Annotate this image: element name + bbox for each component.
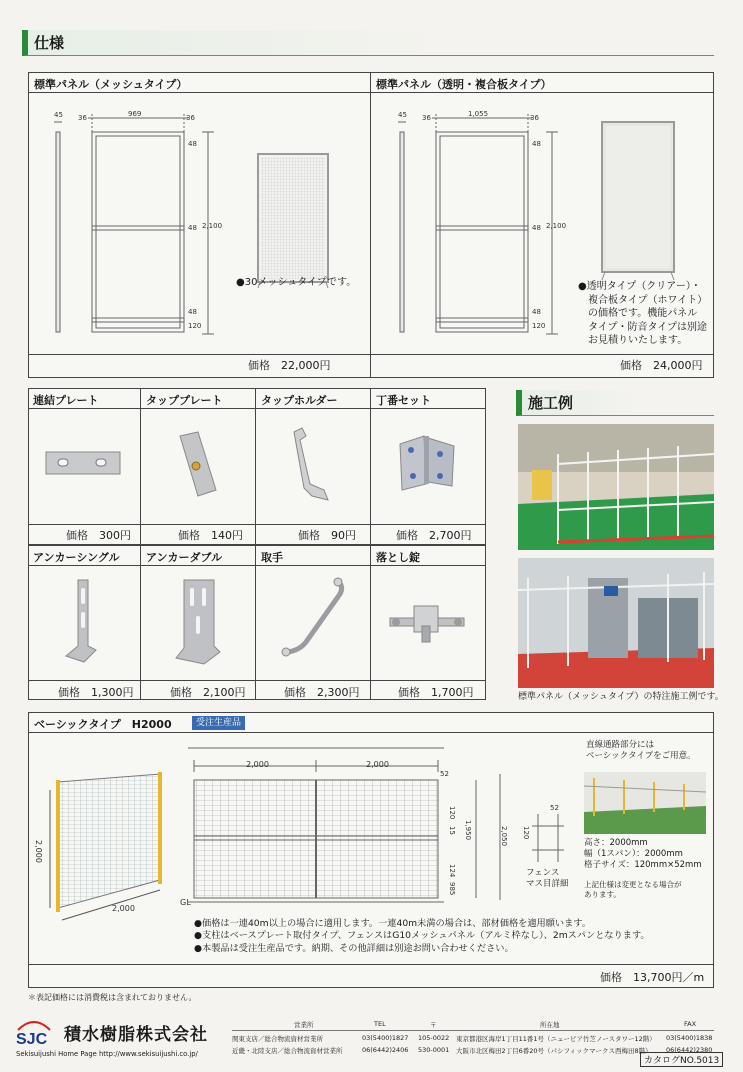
company-logo	[14, 1016, 54, 1046]
footer-row-0-office: 関東支店／総合物流資材営業所	[232, 1035, 323, 1043]
handle-image	[272, 572, 352, 664]
basic-price: 価格 13,700円／m	[600, 971, 705, 984]
part-price-6: 価格 2,300円	[284, 686, 360, 699]
part-price-1: 価格 140円	[178, 529, 243, 542]
example-header-text: 施工例	[528, 394, 574, 412]
part-title-4: アンカーシングル	[33, 551, 120, 564]
part-title-5: アンカーダブル	[146, 551, 223, 564]
part-title-7: 落とし錠	[376, 551, 420, 564]
anchor-double-image	[168, 576, 228, 668]
company-homepage: Sekisuijushi Home Page http://www.sekisuijushi.co.jp/	[16, 1050, 198, 1058]
basic-type-title: ベーシックタイプ H2000	[34, 718, 172, 731]
clear-panel-price: 価格 24,000円	[620, 359, 703, 372]
footer-row-1-office: 近畿・北陸支店／総合物流資材営業所	[232, 1047, 343, 1055]
anchor-single-image	[62, 576, 102, 666]
example-caption: 標準パネル（メッシュタイプ）の特注施工例です。	[518, 692, 724, 702]
part-title-3: 丁番セット	[376, 394, 431, 407]
part-price-3: 価格 2,700円	[396, 529, 472, 542]
part-title-6: 取手	[261, 551, 283, 564]
company-logo-text: SJC	[16, 1031, 48, 1046]
tax-note: ＊表記価格には消費税は含まれておりません。	[28, 993, 197, 1002]
mesh-detail-drawing	[530, 808, 570, 864]
part-price-2: 価格 90円	[298, 529, 356, 542]
example-header	[516, 390, 714, 416]
tap-holder-image	[284, 424, 344, 508]
made-to-order-badge: 受注生産品	[192, 716, 245, 730]
fence-detail-label: フェンス マス目詳細	[526, 868, 569, 890]
spec-header	[22, 30, 714, 56]
mesh-panel-note: ●30メッシュタイプです。	[236, 277, 357, 288]
basic-right-note: 直線通路部分には ベーシックタイプをご用意。	[586, 740, 696, 762]
example-photo-1	[518, 424, 714, 550]
tap-plate-image	[172, 430, 222, 500]
part-title-0: 連結プレート	[33, 394, 99, 407]
catalog-number: カタログNO.5013	[640, 1052, 723, 1067]
spec-header-text: 仕様	[34, 34, 65, 52]
clear-panel-note: ●透明タイプ（クリアー）・ 複合板タイプ（ホワイト） の価格です。機能パネル タイプ・防音タイプは別途 お見積りいたします。	[578, 281, 708, 346]
mesh-panel-price: 価格 22,000円	[248, 359, 331, 372]
drop-lock-image	[384, 596, 474, 646]
part-price-0: 価格 300円	[66, 529, 131, 542]
basic-fence-3d-drawing	[32, 760, 182, 930]
hinge-set-image	[394, 432, 460, 492]
basic-spec-list: 高さ：2000mm 幅（1スパン）：2000mm 格子サイズ：120mm×52mm	[584, 838, 702, 871]
connection-plate-image	[44, 448, 124, 478]
basic-spec-note: 上記仕様は変更となる場合が あります。	[584, 880, 682, 899]
part-title-2: タップホルダー	[261, 394, 338, 407]
mesh-panel-title: 標準パネル（メッシュタイプ）	[34, 78, 188, 91]
part-price-4: 価格 1,300円	[58, 686, 134, 699]
part-price-5: 価格 2,100円	[170, 686, 246, 699]
clear-panel-title: 標準パネル（透明・複合板タイプ）	[376, 78, 552, 91]
basic-fence-photo	[584, 772, 706, 834]
basic-bullets: ●価格は一連40m以上の場合に適用します。一連40m未満の場合は、部材価格を適用願います。 ●支柱はベースプレート取付タイプ、フェンスはG10メッシュパネル（アルミ枠なし）、2mスパンとなります。 ●本製品は受注生産品です。納期、その他詳細は別途お問い合わせください。	[194, 918, 650, 954]
part-price-7: 価格 1,700円	[398, 686, 474, 699]
part-title-1: タッププレート	[146, 394, 223, 407]
company-name: 積水樹脂株式会社	[64, 1025, 208, 1045]
example-photo-2	[518, 558, 714, 688]
basic-fence-front-drawing	[180, 740, 530, 910]
